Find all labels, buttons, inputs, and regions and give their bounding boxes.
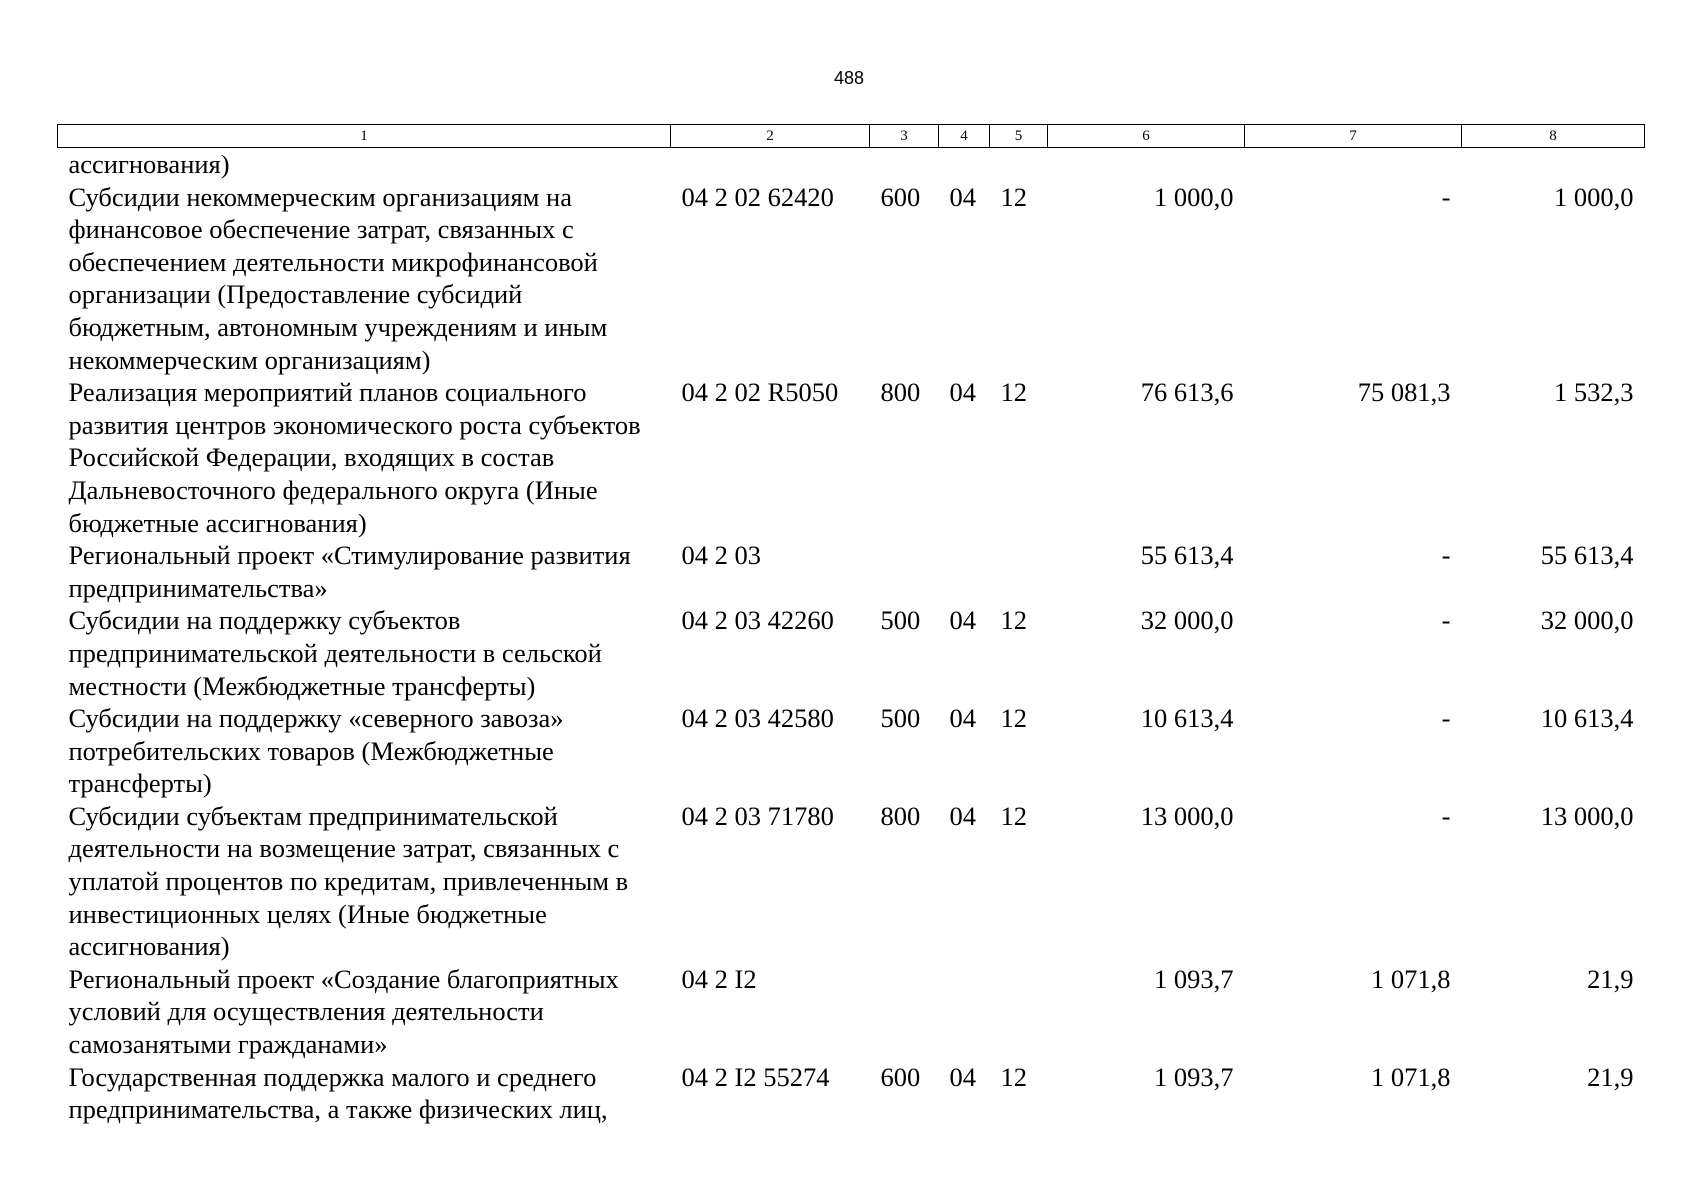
column-header: 3 <box>870 125 939 148</box>
amount-federal: - <box>1441 800 1451 831</box>
amount-regional: 1 532,3 <box>1554 377 1634 408</box>
amount-total: 13 000,0 <box>1140 800 1234 831</box>
subsection-code: 12 <box>1000 800 1027 831</box>
amount-total: 55 613,4 <box>1140 540 1234 571</box>
amount-federal: - <box>1441 605 1451 636</box>
table-row <box>58 702 1645 800</box>
target-article-code: 04 2 02 R5050 <box>681 377 839 408</box>
table-row <box>58 148 1645 181</box>
subsection-code: 12 <box>1000 605 1027 636</box>
subsection-code: 12 <box>1000 703 1027 734</box>
target-article-code: 04 2 03 <box>681 540 761 571</box>
column-number-header <box>58 125 1645 148</box>
amount-federal <box>1245 148 1462 181</box>
row-description: Региональный проект «Создание благоприятных условий для осуществления деятельности самозанятыми гражданами» <box>68 963 619 1060</box>
subsection-code <box>990 539 1048 604</box>
amount-federal: 1 071,8 <box>1371 1061 1451 1092</box>
target-article-code: 04 2 02 62420 <box>681 181 834 212</box>
amount-total: 1 093,7 <box>1154 1061 1234 1092</box>
section-code: 04 <box>949 181 976 212</box>
expense-type-code: 500 <box>880 703 921 734</box>
page-number: 488 <box>833 68 865 88</box>
target-article-code: 04 2 I2 55274 <box>681 1061 830 1092</box>
target-article-code: 04 2 03 42260 <box>681 605 834 636</box>
row-description: ассигнования) <box>68 149 230 179</box>
expense-type-code: 600 <box>880 1061 921 1092</box>
target-article-code <box>671 148 870 181</box>
amount-regional: 21,9 <box>1587 963 1634 994</box>
table-body <box>58 148 1645 1126</box>
amount-total <box>1048 148 1245 181</box>
target-article-code: 04 2 03 71780 <box>681 800 834 831</box>
amount-total: 10 613,4 <box>1140 703 1234 734</box>
expense-type-code <box>870 539 939 604</box>
amount-regional: 13 000,0 <box>1540 800 1634 831</box>
amount-regional: 10 613,4 <box>1540 703 1634 734</box>
subsection-code: 12 <box>1000 1061 1027 1092</box>
target-article-code: 04 2 03 42580 <box>681 703 834 734</box>
subsection-code <box>990 148 1048 181</box>
table-row <box>58 963 1645 1061</box>
amount-regional <box>1462 148 1645 181</box>
section-code <box>939 963 990 1061</box>
expense-type-code: 500 <box>880 605 921 636</box>
column-header: 1 <box>58 125 671 148</box>
table-row <box>58 1061 1645 1126</box>
table-row <box>58 539 1645 604</box>
amount-federal: - <box>1441 703 1451 734</box>
column-header: 7 <box>1245 125 1462 148</box>
row-description: Субсидии субъектам предпринимательской деятельности на возмещение затрат, связанных с уплатой процентов по кредитам, привлеченным в инвестиционных целях (Иные бюджетные ассигнования) <box>68 800 629 962</box>
target-article-code: 04 2 I2 <box>681 963 757 994</box>
subsection-code <box>990 963 1048 1061</box>
amount-federal: 1 071,8 <box>1371 963 1451 994</box>
row-description: Государственная поддержка малого и среднего предпринимательства, а также физических лиц, <box>68 1061 608 1125</box>
amount-regional: 21,9 <box>1587 1061 1634 1092</box>
subsection-code: 12 <box>1000 181 1027 212</box>
table-row <box>58 800 1645 963</box>
section-code: 04 <box>949 800 976 831</box>
amount-regional: 1 000,0 <box>1554 181 1634 212</box>
table-row <box>58 604 1645 702</box>
section-code: 04 <box>949 377 976 408</box>
column-header: 8 <box>1462 125 1645 148</box>
row-description: Субсидии на поддержку «северного завоза» потребительских товаров (Межбюджетные трансферты) <box>68 703 564 799</box>
subsection-code: 12 <box>1000 377 1027 408</box>
column-header: 4 <box>939 125 990 148</box>
amount-federal: - <box>1441 181 1451 212</box>
row-description: Субсидии некоммерческим организациям на финансовое обеспечение затрат, связанных с обеспечением деятельности микрофинансовой организации (Предоставление субсидий бюджетным, автономным учреждениям и иным некоммерческим организациям) <box>68 181 608 375</box>
row-description: Региональный проект «Стимулирование развития предпринимательства» <box>68 540 631 603</box>
amount-federal: - <box>1441 540 1451 571</box>
amount-regional: 55 613,4 <box>1540 540 1634 571</box>
row-description: Реализация мероприятий планов социального развития центров экономического роста субъектов Российской Федерации, входящих в состав Дальневосточного федерального округа (Иные бюджетные ассигнования) <box>68 377 641 538</box>
column-header: 2 <box>671 125 870 148</box>
column-header: 6 <box>1048 125 1245 148</box>
section-code <box>939 539 990 604</box>
amount-total: 76 613,6 <box>1140 377 1234 408</box>
amount-regional: 32 000,0 <box>1540 605 1634 636</box>
expense-type-code <box>870 963 939 1061</box>
expense-type-code: 800 <box>880 377 921 408</box>
amount-total: 1 093,7 <box>1154 963 1234 994</box>
expense-type-code <box>870 148 939 181</box>
section-code <box>939 148 990 181</box>
row-description: Субсидии на поддержку субъектов предпринимательской деятельности в сельской местности (Межбюджетные трансферты) <box>68 605 602 701</box>
section-code: 04 <box>949 703 976 734</box>
expense-type-code: 800 <box>880 800 921 831</box>
amount-total: 1 000,0 <box>1154 181 1234 212</box>
amount-total: 32 000,0 <box>1140 605 1234 636</box>
budget-table <box>57 124 1645 1126</box>
table-row <box>58 181 1645 377</box>
section-code: 04 <box>949 1061 976 1092</box>
amount-federal: 75 081,3 <box>1357 377 1451 408</box>
table-row <box>58 376 1645 539</box>
section-code: 04 <box>949 605 976 636</box>
column-header: 5 <box>990 125 1048 148</box>
expense-type-code: 600 <box>880 181 921 212</box>
